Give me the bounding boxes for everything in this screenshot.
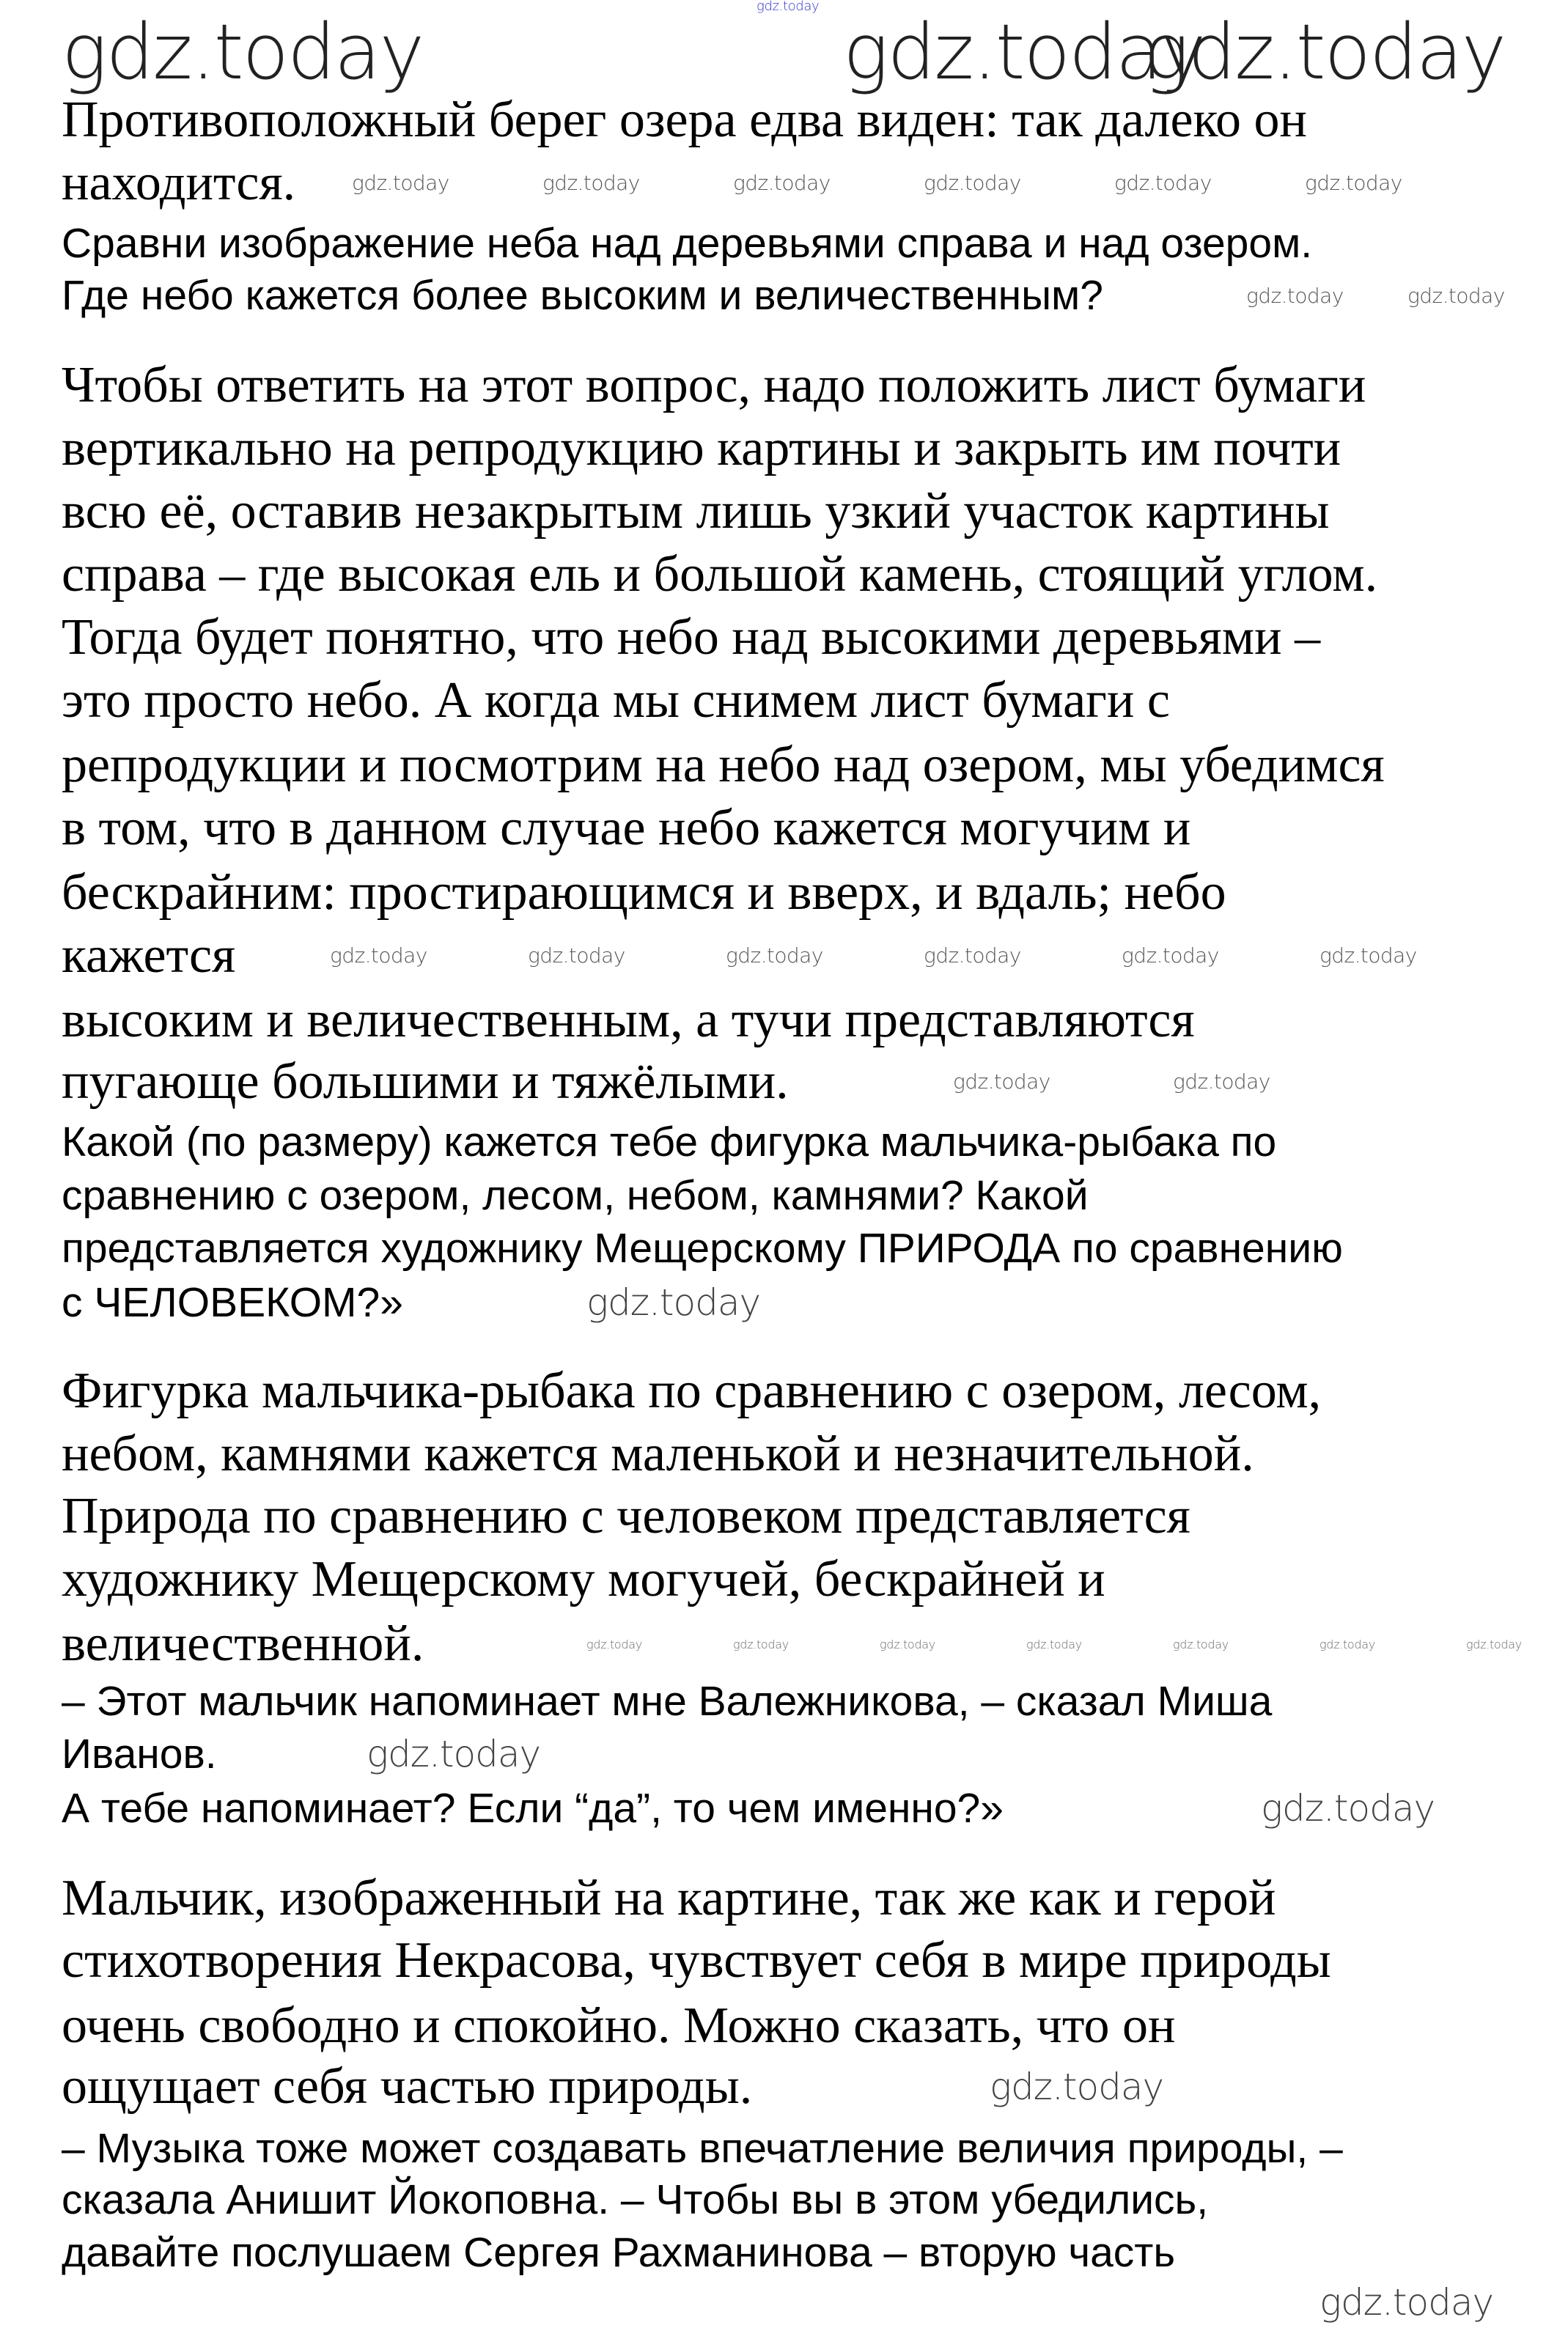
watermark: gdz.today: [330, 943, 427, 968]
watermark: gdz.today: [843, 7, 1205, 97]
answer-line: Природа по сравнению с человеком представляется: [62, 1488, 1190, 1544]
answer-line: бескрайним: простирающимся и вверх, и вдаль; небо: [62, 864, 1226, 921]
watermark: gdz.today: [733, 1638, 789, 1651]
question-line: сравнению с озером, лесом, небом, камнями? Какой: [62, 1172, 1089, 1219]
watermark: gdz.today: [1173, 1638, 1229, 1651]
answer-line: ощущает себя частью природы.: [62, 2058, 753, 2115]
watermark: gdz.today: [1173, 1069, 1270, 1094]
question-line: представляется художнику Мещерскому ПРИРОДА по сравнению: [62, 1225, 1343, 1272]
watermark: gdz.today: [352, 171, 449, 195]
question-line: давайте послушаем Сергея Рахманинова – вторую часть: [62, 2229, 1176, 2276]
watermark: gdz.today: [1261, 1787, 1435, 1830]
answer-line: кажется: [62, 927, 236, 984]
answer-line: Фигурка мальчика-рыбака по сравнению с озером, лесом,: [62, 1363, 1322, 1419]
answer-line: небом, камнями кажется маленькой и незначительной.: [62, 1426, 1254, 1482]
watermark: gdz.today: [1144, 7, 1506, 97]
answer-line: Тогда будет понятно, что небо над высокими деревьями –: [62, 609, 1321, 666]
watermark: gdz.today: [1305, 171, 1402, 195]
watermark: gdz.today: [1407, 284, 1505, 308]
watermark: gdz.today: [726, 943, 823, 968]
answer-line: находится.: [62, 155, 296, 211]
answer-line: Противоположный берег озера едва виден: так далеко он: [62, 92, 1307, 148]
watermark: gdz.today: [1122, 943, 1219, 968]
question-line: Какой (по размеру) кажется тебе фигурка мальчика-рыбака по: [62, 1119, 1277, 1165]
watermark: gdz.today: [880, 1638, 935, 1651]
answer-line: художнику Мещерскому могучей, бескрайней и: [62, 1551, 1105, 1607]
answer-line: всю её, оставив незакрытым лишь узкий участок картины: [62, 483, 1330, 539]
watermark: gdz.today: [1319, 943, 1417, 968]
answer-line: стихотворения Некрасова, чувствует себя в мире природы: [62, 1932, 1331, 1989]
answer-line: пугающе большими и тяжёлыми.: [62, 1053, 789, 1110]
question-line: А тебе напоминает? Если “да”, то чем именно?»: [62, 1785, 1004, 1832]
watermark: gdz.today: [990, 2066, 1164, 2108]
watermark: gdz.today: [1319, 1638, 1375, 1651]
question-line: – Музыка тоже может создавать впечатление величия природы, –: [62, 2125, 1343, 2172]
question-line: сказала Анишит Йокоповна. – Чтобы вы в этом убедились,: [62, 2176, 1209, 2223]
watermark: gdz.today: [733, 171, 831, 195]
answer-line: величественной.: [62, 1616, 424, 1672]
question-line: Сравни изображение неба над деревьями справа и над озером.: [62, 220, 1313, 267]
watermark: gdz.today: [1246, 284, 1344, 308]
watermark: gdz.today: [1466, 1638, 1522, 1651]
watermark: gdz.today: [1114, 171, 1212, 195]
answer-line: очень свободно и спокойно. Можно сказать, что он: [62, 1997, 1176, 2054]
answer-line: справа – где высокая ель и большой камень, стоящий углом.: [62, 546, 1378, 603]
watermark: gdz.today: [953, 1069, 1050, 1094]
answer-line: вертикально на репродукцию картины и закрыть им почти: [62, 420, 1341, 476]
answer-line: Чтобы ответить на этот вопрос, надо положить лист бумаги: [62, 357, 1366, 413]
watermark: gdz.today: [542, 171, 640, 195]
question-line: Где небо кажется более высоким и величественным?: [62, 272, 1103, 319]
answer-line: в том, что в данном случае небо кажется могучим и: [62, 800, 1191, 856]
watermark: gdz.today: [586, 1281, 761, 1324]
watermark: gdz.today: [367, 1733, 541, 1775]
watermark: gdz.today: [1026, 1638, 1082, 1651]
watermark: gdz.today: [757, 0, 820, 14]
watermark: gdz.today: [586, 1638, 642, 1651]
watermark: gdz.today: [924, 943, 1021, 968]
watermark: gdz.today: [924, 171, 1021, 195]
answer-line: высоким и величественным, а тучи представляются: [62, 992, 1195, 1048]
answer-line: это просто небо. А когда мы снимем лист бумаги с: [62, 672, 1170, 729]
question-line: с ЧЕЛОВЕКОМ?»: [62, 1279, 403, 1326]
answer-line: репродукции и посмотрим на небо над озером, мы убедимся: [62, 737, 1385, 793]
question-line: Иванов.: [62, 1731, 217, 1778]
watermark: gdz.today: [528, 943, 625, 968]
watermark: gdz.today: [1319, 2281, 1494, 2324]
answer-line: Мальчик, изображенный на картине, так же как и герой: [62, 1870, 1276, 1926]
question-line: – Этот мальчик напоминает мне Валежникова, – сказал Миша: [62, 1678, 1273, 1725]
watermark: gdz.today: [62, 7, 424, 97]
